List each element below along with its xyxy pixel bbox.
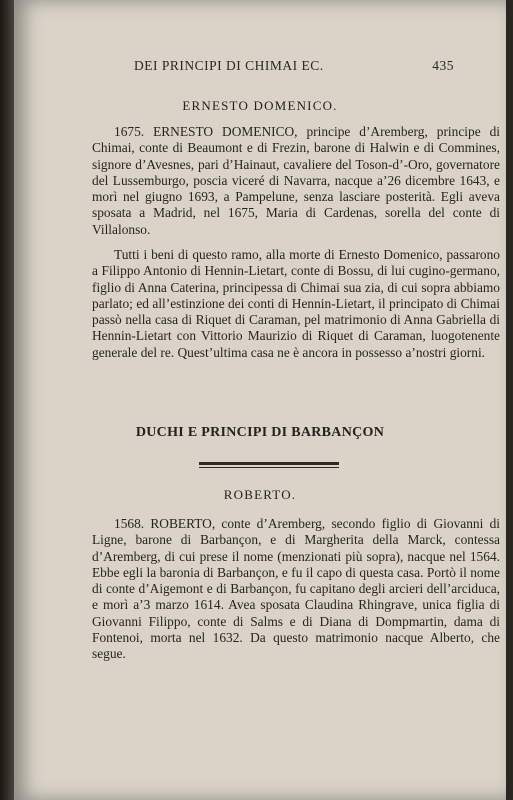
divider-rule-thick [199, 462, 339, 465]
section-title-barbancon: DUCHI E PRINCIPI DI BARBANÇON [135, 425, 385, 440]
subsection-title-roberto: ROBERTO. [223, 487, 297, 502]
running-header [134, 58, 454, 74]
book-page [14, 0, 506, 800]
paragraph-ernesto-bio: 1675. ERNESTO DOMENICO, principe d’Aremberg, principe di Chimai, conte di Beaumont e di Frezin, barone di Halwin e di Commines, signore d’Avesnes, pari d’Hainaut, cavaliere del Toson-d’-Oro, governatore del Lussemburgo, poscia viceré di Navarra, nacque a’26 dicembre 1643, e morì nel giugno 1693, a Pampelune, senza lasciare posterità. Egli aveva sposata a Madrid, nel 1675, Maria di Cardenas, sorella del conte di Villalonso. [92, 124, 500, 237]
section-title-ernesto: ERNESTO DOMENICO. [182, 98, 338, 113]
running-title: DEI PRINCIPI DI CHIMAI EC. [134, 58, 324, 73]
book-gutter [0, 0, 14, 800]
divider-rule-thin [199, 467, 339, 468]
paragraph-roberto-bio: 1568. ROBERTO, conte d’Aremberg, secondo figlio di Giovanni di Ligne, barone di Barbançon, e di Margherita della Marck, contessa d’Aremberg, di cui prese il nome (menzionati più sopra), nacque nel 1564. Ebbe egli la baronia di Barbançon, e fu il capo di questa casa. Portò il nome di conte d’Aigemont e di Barbançon, fu capitano degli arcieri dell’arciduca, e morì a’3 marzo 1614. Avea sposata Claudina Rhingrave, unica figlia di Giovanni Filippo, conte di Salms e di Diana di Dompmartin, dama di Fontenoi, morta nel 1632. Da questo matrimonio nacque Alberto, che segue. [92, 516, 500, 662]
page-number: 435 [432, 58, 454, 73]
paragraph-inheritance: Tutti i beni di questo ramo, alla morte di Ernesto Domenico, passarono a Filippo Antonio di Hennin-Lietart, conte di Bossu, di lui cugino-germano, figlio di Anna Caterina, principessa di Chimai sua zia, di cui sopra abbiamo parlato; ed all’estinzione dei conti di Hennin-Lietart, il principato di Chimai passò nella casa di Riquet di Caraman, pel matrimonio di Anna Gabriella di Hennin-Lietart con Vittorio Maurizio di Riquet di Caraman, luogotenente generale del re. Quest’ultima casa ne è ancora in possesso a’nostri giorni. [92, 247, 500, 360]
